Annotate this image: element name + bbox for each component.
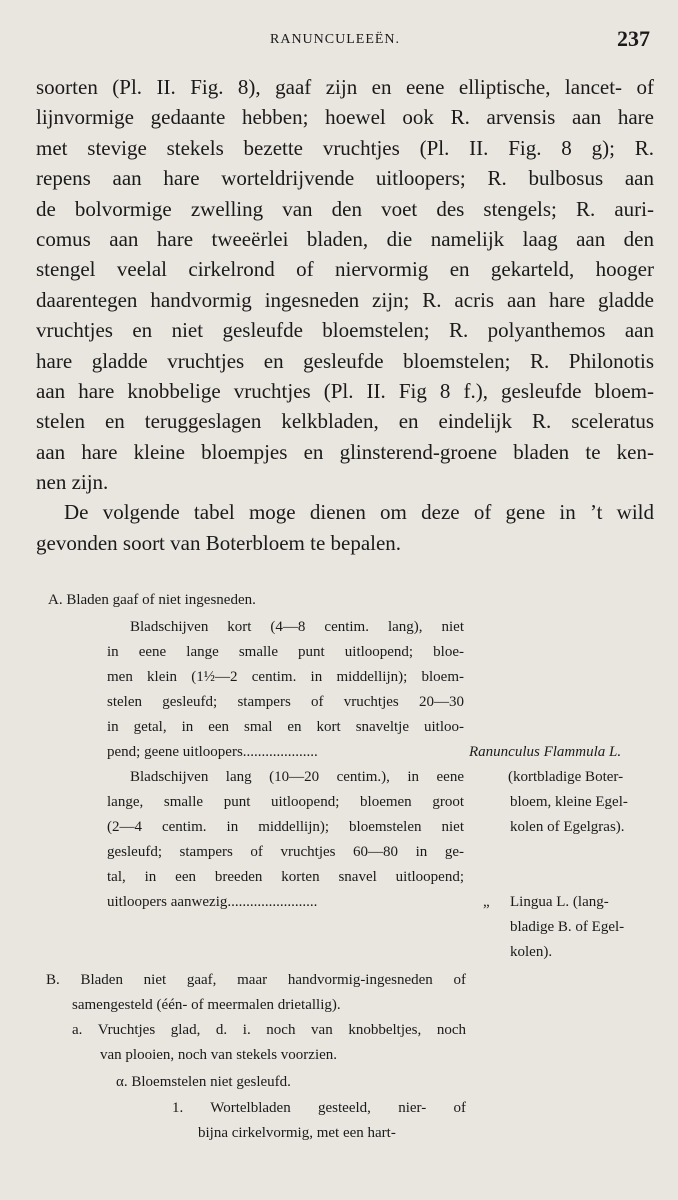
key-line: men klein (1½—2 centim. in middellijn); bloem- (107, 669, 464, 685)
key-line: lange, smalle punt uitloopend; bloemen groot (107, 794, 464, 810)
text-line: hare gladde vruchtjes en gesleufde bloemstelen; R. Philonotis (36, 348, 654, 373)
text-line: gevonden soort van Boterbloem te bepalen. (36, 530, 402, 555)
key-heading-1: 1. Wortelbladen gesteeld, nier- of (172, 1100, 466, 1116)
key-line: (2—4 centim. in middellijn); bloemstelen niet (107, 819, 464, 835)
page-number: 237 (617, 26, 650, 51)
text-line: de bolvormige zwelling van den voet des stengels; R. auri- (36, 196, 654, 221)
text-line: daarentegen handvormig ingesneden zijn; R. acris aan hare gladde (36, 287, 654, 312)
text-line: repens aan hare worteldrijvende uitloopers; R. bulbosus aan (36, 166, 654, 191)
key-heading-alpha: α. Bloemstelen niet gesleufd. (116, 1074, 291, 1090)
text-line: stelen en teruggeslagen kelkbladen, en eindelijk R. sceleratus (36, 409, 654, 434)
text-line: De volgende tabel moge dienen om deze of gene in ’t wild (64, 500, 654, 525)
text-line: aan hare kleine bloempjes en glinsterend-groene bladen te ken- (36, 439, 654, 464)
text-line: soorten (Pl. II. Fig. 8), gaaf zijn en eene elliptische, lancet- of (36, 75, 654, 99)
key-line: uitloopers aanwezig........................ (107, 894, 318, 910)
common-name-line: bladige B. of Egel- (510, 919, 625, 935)
key-heading-a-sub: a. Vruchtjes glad, d. i. noch van knobbeltjes, noch (72, 1022, 466, 1038)
species-name: Ranunculus Flammula L. (469, 744, 622, 760)
ditto-mark: „ (483, 894, 490, 910)
key-line: gesleufd; stampers of vruchtjes 60—80 in ge- (107, 844, 464, 860)
text-line: lijnvormige gedaante hebben; hoewel ook R. arvensis aan hare (36, 105, 654, 130)
key-line: samengesteld (één- of meermalen drietallig). (72, 997, 341, 1013)
key-line: in getal, in een smal en kort snaveltje uitloo- (107, 719, 464, 735)
key-heading-a: A. Bladen gaaf of niet ingesneden. (48, 592, 256, 608)
page-header (0, 26, 678, 56)
common-name-line: kolen of Egelgras). (510, 819, 625, 835)
text-line: nen zijn. (36, 470, 109, 495)
common-name-line: bloem, kleine Egel- (510, 794, 628, 810)
common-name-line: kolen). (510, 944, 553, 960)
key-line: in eene lange smalle punt uitloopend; bloe- (107, 644, 464, 660)
key-line: Bladschijven kort (4—8 centim. lang), niet (130, 619, 464, 635)
species-name: Lingua L. (lang- (510, 894, 609, 910)
key-line: Bladschijven lang (10—20 centim.), in eene (130, 769, 464, 785)
text-line: stengel veelal cirkelrond of niervormig en gekarteld, hooger (36, 257, 654, 282)
key-line: pend; geene uitloopers.................... (107, 744, 318, 760)
text-line: aan hare knobbelige vruchtjes (Pl. II. Fig 8 f.), gesleufde bloem- (36, 378, 654, 403)
key-line: van plooien, noch van stekels voorzien. (100, 1047, 338, 1063)
common-name-line: (kortbladige Boter- (508, 769, 624, 785)
key-line: stelen gesleufd; stampers of vruchtjes 20—30 (107, 694, 464, 710)
key-heading-b: B. Bladen niet gaaf, maar handvormig-ingesneden of (46, 972, 466, 988)
paragraph-1 (36, 72, 654, 558)
text-line: vruchtjes en niet gesleufde bloemstelen; R. polyanthemos aan (36, 318, 654, 343)
key-line: tal, in een breeden korten snavel uitloopend; (107, 869, 464, 885)
text-line: met stevige stekels bezette vruchtjes (Pl. II. Fig. 8 g); R. (36, 135, 654, 160)
key-line: bijna cirkelvormig, met een hart- (198, 1125, 396, 1141)
running-title: RANUNCULEEËN. (270, 32, 401, 47)
text-line: comus aan hare tweeërlei bladen, die namelijk laag aan den (36, 226, 654, 251)
